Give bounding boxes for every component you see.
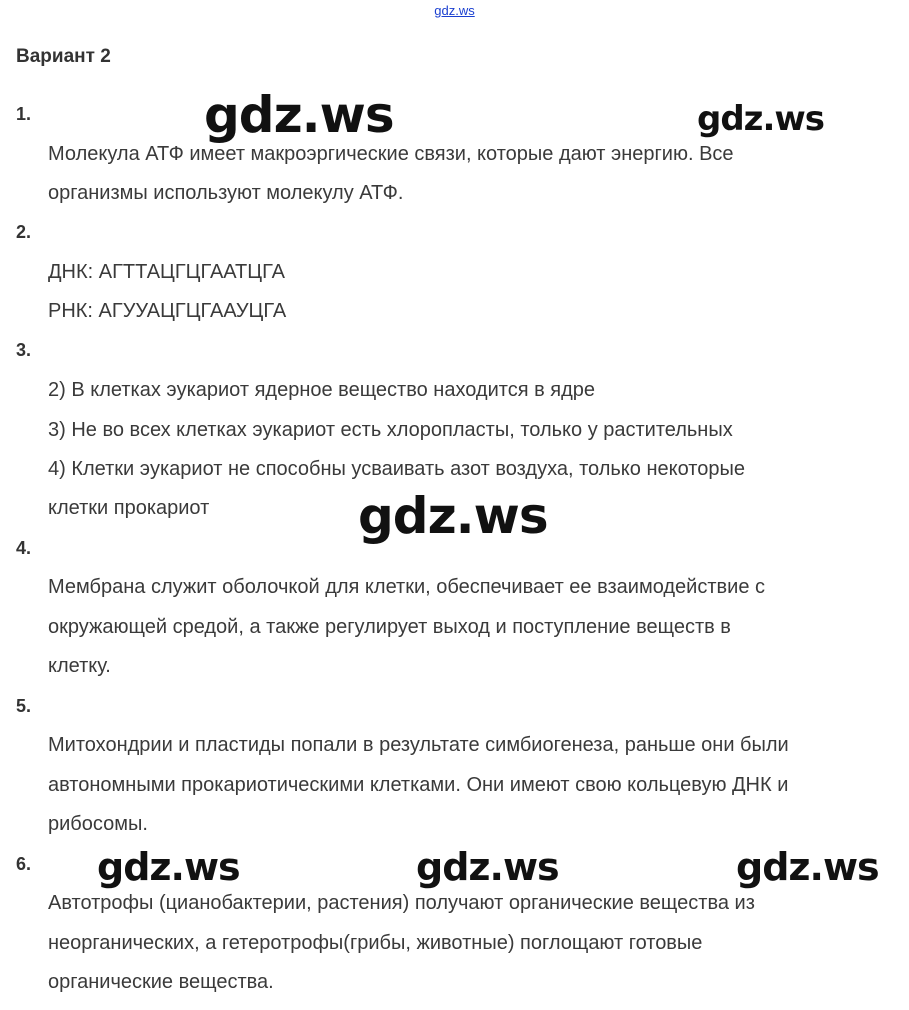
answer-line: 3) Не во всех клетках эукариот есть хлоропласты, только у растительных bbox=[48, 419, 733, 441]
answer-line: органические вещества. bbox=[48, 971, 274, 993]
answer-line: рибосомы. bbox=[48, 813, 148, 835]
watermark: gdz.ws bbox=[204, 86, 394, 144]
answer-line: организмы используют молекулу АТФ. bbox=[48, 182, 404, 204]
answer-number: 5. bbox=[16, 696, 32, 716]
watermark: gdz.ws bbox=[416, 845, 559, 889]
answer-line: окружающей средой, а также регулирует выход и поступление веществ в bbox=[48, 616, 731, 638]
answer-line: 4) Клетки эукариот не способны усваивать азот воздуха, только некоторые bbox=[48, 458, 745, 480]
watermark: gdz.ws bbox=[97, 845, 240, 889]
answer-line: неорганических, а гетеротрофы(грибы, животные) поглощают готовые bbox=[48, 932, 703, 954]
variant-title: Вариант 2 bbox=[16, 46, 111, 67]
watermark: gdz.ws bbox=[358, 487, 548, 545]
answer-number: 2. bbox=[16, 222, 32, 242]
answer-line: клетки прокариот bbox=[48, 497, 210, 519]
answer-line: 2) В клетках эукариот ядерное вещество находится в ядре bbox=[48, 379, 596, 401]
site-mark-link[interactable]: gdz.ws bbox=[434, 3, 475, 18]
answer-number: 3. bbox=[16, 340, 32, 360]
answer-line: РНК: АГУУАЦГЦГААУЦГА bbox=[48, 300, 287, 322]
answer-line: клетку. bbox=[48, 655, 111, 677]
watermark: gdz.ws bbox=[697, 99, 825, 139]
watermark: gdz.ws bbox=[736, 845, 879, 889]
answer-line: Мембрана служит оболочкой для клетки, обеспечивает ее взаимодействие с bbox=[48, 576, 765, 598]
answer-line: Молекула АТФ имеет макроэргические связи, которые дают энергию. Все bbox=[48, 143, 734, 165]
answer-number: 6. bbox=[16, 854, 32, 874]
answer-line: Митохондрии и пластиды попали в результате симбиогенеза, раньше они были bbox=[48, 734, 789, 756]
answer-number: 4. bbox=[16, 538, 32, 558]
answer-number: 1. bbox=[16, 104, 32, 124]
answer-line: Автотрофы (цианобактерии, растения) получают органические вещества из bbox=[48, 892, 755, 914]
answer-line: автономными прокариотическими клетками. Они имеют свою кольцевую ДНК и bbox=[48, 774, 789, 796]
answer-line: ДНК: АГТТАЦГЦГААТЦГА bbox=[48, 261, 285, 283]
